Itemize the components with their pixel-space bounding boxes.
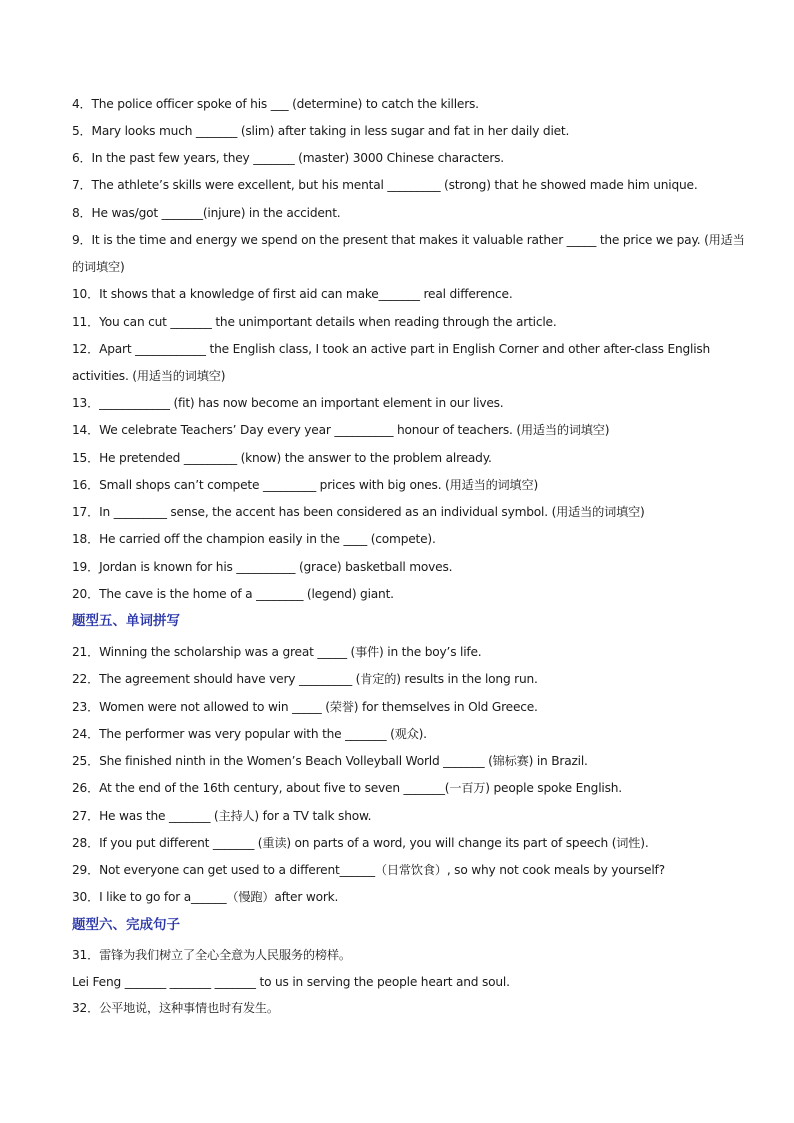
- question-12: 12．Apart ____________ the English class, I took an active part in English Corner and other after-class English: [72, 342, 711, 356]
- question-7: 7．The athlete’s skills were excellent, but his mental _________ (strong) that he showed made him unique.: [72, 178, 698, 192]
- question-10: 10．It shows that a knowledge of first aid can make_______ real difference.: [72, 287, 513, 301]
- question-25: 25．She finished ninth in the Women’s Beach Volleyball World _______ (锦标赛) in Brazil.: [72, 754, 588, 768]
- question-23: 23．Women were not allowed to win _____ (荣誉) for themselves in Old Greece.: [72, 700, 538, 714]
- question-11: 11．You can cut _______ the unimportant details when reading through the article.: [72, 315, 557, 329]
- question-16: 16．Small shops can’t compete _________ prices with big ones. (用适当的词填空): [72, 478, 539, 492]
- question-22: 22．The agreement should have very _________ (肯定的) results in the long run.: [72, 672, 538, 686]
- question-4: 4．The police officer spoke of his ___ (determine) to catch the killers.: [72, 97, 479, 111]
- question-19: 19．Jordan is known for his __________ (grace) basketball moves.: [72, 560, 453, 574]
- question-8: 8．He was/got _______(injure) in the accident.: [72, 206, 341, 220]
- question-30: 30．I like to go for a______（慢跑）after work.: [72, 890, 339, 904]
- question-17: 17．In _________ sense, the accent has been considered as an individual symbol. (用适当的词填空): [72, 505, 645, 519]
- question-9-continuation: 的词填空): [72, 260, 125, 274]
- question-27: 27．He was the _______ (主持人) for a TV talk show.: [72, 809, 372, 823]
- question-20: 20．The cave is the home of a ________ (legend) giant.: [72, 587, 394, 601]
- question-24: 24．The performer was very popular with the _______ (观众).: [72, 727, 427, 741]
- section-heading-spelling: 题型五、单词拼写: [72, 613, 180, 629]
- question-21: 21．Winning the scholarship was a great _____ (事件) in the boy’s life.: [72, 645, 482, 659]
- question-12-continuation: activities. (用适当的词填空): [72, 369, 226, 383]
- question-15: 15．He pretended _________ (know) the answer to the problem already.: [72, 451, 492, 465]
- section-heading-sentences: 题型六、完成句子: [72, 917, 180, 933]
- question-32: 32．公平地说，这种事情也时有发生。: [72, 1001, 279, 1015]
- question-13: 13．____________ (fit) has now become an important element in our lives.: [72, 396, 504, 410]
- question-31-answer-line: Lei Feng _______ _______ _______ to us in serving the people heart and soul.: [72, 975, 510, 989]
- question-5: 5．Mary looks much _______ (slim) after taking in less sugar and fat in her daily diet.: [72, 124, 570, 138]
- question-6: 6．In the past few years, they _______ (master) 3000 Chinese characters.: [72, 151, 504, 165]
- question-14: 14．We celebrate Teachers’ Day every year __________ honour of teachers. (用适当的词填空): [72, 423, 610, 437]
- question-26: 26．At the end of the 16th century, about five to seven _______(一百万) people spoke English.: [72, 781, 622, 795]
- question-28: 28．If you put different _______ (重读) on parts of a word, you will change its part of speech (词性).: [72, 836, 649, 850]
- question-18: 18．He carried off the champion easily in the ____ (compete).: [72, 532, 436, 546]
- question-29: 29．Not everyone can get used to a different______（日常饮食）, so why not cook meals by yourself?: [72, 863, 665, 877]
- question-9: 9．It is the time and energy we spend on the present that makes it valuable rather _____ the price we pay. (用适当: [72, 233, 745, 247]
- question-31: 31．雷锋为我们树立了全心全意为人民服务的榜样。: [72, 948, 351, 962]
